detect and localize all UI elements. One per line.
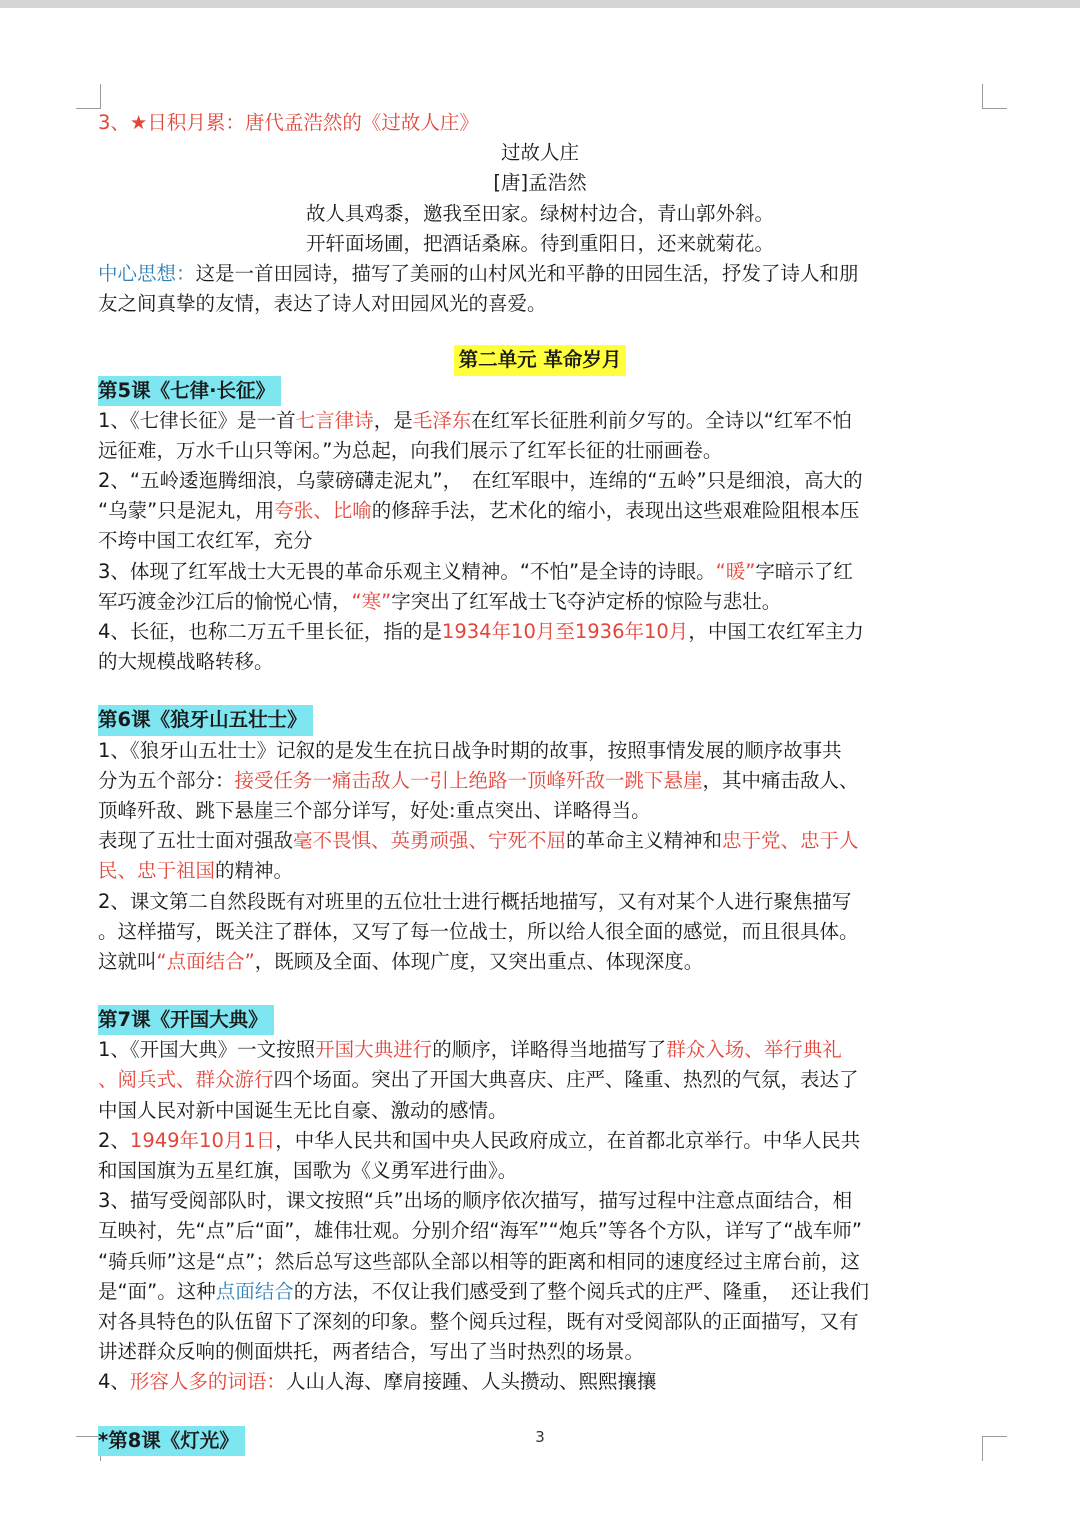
lesson-6-title: 第6课《狼牙山五壮士》 xyxy=(98,705,313,735)
text-span: 分为五个部分： xyxy=(98,768,235,792)
lesson-heading-line xyxy=(98,705,982,735)
lesson-heading-line xyxy=(98,376,982,406)
poem-author: [唐]孟浩然 xyxy=(493,171,587,195)
paragraph-line: 讲述群众反响的侧面烘托，两者结合，写出了当时热烈的场景。 xyxy=(98,1340,645,1364)
text-span: 字突出了红军战士飞夺泸定桥的惊险与悲壮。 xyxy=(391,589,782,613)
text-span: 1、《七律长征》是一首 xyxy=(98,408,296,432)
text-span: ，既顾及全面、体现广度，又突出重点、体现深度。 xyxy=(254,949,704,973)
highlight-span: 忠于党、忠于人 xyxy=(722,829,859,853)
unit-title-line xyxy=(98,345,982,375)
highlight-span: “暖” xyxy=(715,559,756,583)
text-span: 的方法，不仅让我们感受到了整个阅兵式的庄严、隆重， 还让我们 xyxy=(293,1279,869,1303)
text-span: 表现了五壮士面对强敌 xyxy=(98,829,294,853)
text-span: 4、长征，也称二万五千里长征，指的是 xyxy=(98,620,442,643)
text-span: ，是 xyxy=(373,408,413,432)
poem-section-heading: 3、★日积月累：唐代孟浩然的《过故人庄》 xyxy=(98,111,479,134)
paragraph-line: 3、描写受阅部队时，课文按照“兵”出场的顺序依次描写，描写过程中注意点面结合，相 xyxy=(98,1189,853,1213)
paragraph-line xyxy=(98,587,982,617)
paragraph-line xyxy=(98,406,982,436)
top-gray-bar xyxy=(0,0,1080,8)
paragraph-line: 中国人民对新中国诞生无比自豪、激动的感情。 xyxy=(98,1098,508,1122)
text-span: “乌蒙”只是泥丸，用 xyxy=(98,499,275,523)
highlight-span: 1949年10月1日 xyxy=(129,1128,276,1152)
lesson-5-title: 第5课《七律·长征》 xyxy=(98,376,281,406)
text-span: 在红军长征胜利前夕写的。全诗以“红军不怕 xyxy=(471,408,852,432)
central-idea-line: 友之间真挚的友情，表达了诗人对田园风光的喜爱。 xyxy=(98,292,547,316)
paragraph-line xyxy=(98,557,982,587)
text-span: 1、《开国大典》一文按照 xyxy=(98,1038,316,1062)
paragraph-line: 互映衬，先“点”后“面”，雄伟壮观。分别介绍“海军”“炮兵”等各个方队，详写了“战车师” xyxy=(98,1219,863,1243)
paragraph-line: 顶峰歼敌、跳下悬崖三个部分详写，好处:重点突出、详略得当。 xyxy=(98,798,651,822)
highlight-span: 1934年10月至1936年10月 xyxy=(441,620,689,643)
paragraph-line xyxy=(98,496,982,526)
paragraph-line: 对各具特色的队伍留下了深刻的印象。整个阅兵过程，既有对受阅部队的正面描写，又有 xyxy=(98,1309,859,1333)
paragraph-line: 的大规模战略转移。 xyxy=(98,650,274,674)
crop-mark-top-left xyxy=(76,84,101,109)
paragraph-line: “骑兵师”这是“点”；然后总写这些部队全部以相等的距离和相同的速度经过主席台前，这 xyxy=(98,1249,860,1273)
text-span: 四个场面。突出了开国大典喜庆、庄严、隆重、热烈的气氛，表达了 xyxy=(273,1068,859,1092)
highlight-span: “点面结合” xyxy=(156,949,255,973)
highlight-span: 民、忠于祖国 xyxy=(98,859,216,883)
highlight-span: 七言律诗 xyxy=(295,408,374,432)
central-idea-label: 中心思想： xyxy=(98,261,196,285)
central-idea-text: 这是一首田园诗，描写了美丽的山村风光和平静的田园生活，抒发了诗人和朋 xyxy=(195,261,859,285)
paragraph-line: 。这样描写，既关注了群体，又写了每一位战士，所以给人很全面的感觉，而且很具体。 xyxy=(98,919,859,943)
text-span: 的精神。 xyxy=(215,859,294,883)
text-span: ，中国工农红军主力 xyxy=(688,620,864,643)
text-span: 这就叫 xyxy=(98,949,157,973)
paragraph-line: 2、课文第二自然段既有对班里的五位壮士进行概括地描写，又有对某个人进行聚焦描写 xyxy=(98,889,852,913)
text-span: ，中华人民共和国中央人民政府成立，在首都北京举行。中华人民共 xyxy=(275,1128,861,1152)
highlight-span: 群众入场、举行典礼 xyxy=(666,1038,842,1062)
paragraph-line xyxy=(98,1065,982,1095)
paragraph-line xyxy=(98,856,982,886)
central-idea-line xyxy=(98,259,982,289)
paragraph-line xyxy=(98,1126,982,1156)
text-span: 字暗示了红 xyxy=(755,559,853,583)
highlight-span: 、阅兵式、群众游行 xyxy=(98,1068,274,1092)
paragraph-line xyxy=(98,947,982,977)
text-span: ，其中痛击敌人、 xyxy=(702,768,859,792)
lesson-heading-line xyxy=(98,1005,982,1035)
text-span: 的顺序，详略得当地描写了 xyxy=(432,1038,667,1062)
paragraph-line: 不垮中国工农红军，充分 xyxy=(98,529,313,553)
highlight-span: 夸张、比喻 xyxy=(274,499,372,523)
crop-mark-top-right xyxy=(982,84,1007,109)
text-span: 军巧渡金沙江后的愉悦心情， xyxy=(98,589,352,613)
lesson-7-title: 第7课《开国大典》 xyxy=(98,1005,274,1035)
highlight-span: “寒” xyxy=(351,589,392,613)
paragraph-line: 1、《狼牙山五壮士》记叙的是发生在抗日战争时期的故事，按照事情发展的顺序故事共 xyxy=(98,738,842,762)
paragraph-line: 远征难，万水千山只等闲。”为总起，向我们展示了红军长征的壮丽画卷。 xyxy=(98,438,723,462)
highlight-span: 毫不畏惧、英勇顽强、宁死不屈 xyxy=(293,829,567,853)
text-span: 3、体现了红军战士大无畏的革命乐观主义精神。“不怕”是全诗的诗眼。 xyxy=(98,559,716,583)
page-number: 3 xyxy=(535,1428,545,1446)
poem-line: 开轩面场圃，把酒话桑麻。待到重阳日，还来就菊花。 xyxy=(305,231,774,255)
poem-title: 过故人庄 xyxy=(500,141,579,165)
highlight-span: 毛泽东 xyxy=(412,408,472,432)
highlight-span: 点面结合 xyxy=(215,1279,294,1303)
paragraph-line xyxy=(98,617,982,647)
lesson-8-title: *第8课《灯光》 xyxy=(98,1426,245,1456)
paragraph-line: 和国国旗为五星红旗，国歌为《义勇军进行曲》。 xyxy=(98,1159,518,1182)
document-body xyxy=(98,108,982,1456)
highlight-span: 形容人多的词语： xyxy=(129,1370,286,1394)
paragraph-line xyxy=(98,1277,982,1307)
poem-line: 故人具鸡黍，邀我至田家。绿树村边合，青山郭外斜。 xyxy=(305,201,774,225)
text-span: 的革命主义精神和 xyxy=(566,829,723,853)
highlight-span: 接受任务一痛击敌人一引上绝路一顶峰歼敌一跳下悬崖 xyxy=(234,768,703,792)
paragraph-line xyxy=(98,826,982,856)
paragraph-line: 2、“五岭逶迤腾细浪，乌蒙磅礴走泥丸”， 在红军眼中，连绵的“五岭”只是细浪，高大的 xyxy=(98,469,863,493)
text-span: 2、 xyxy=(98,1128,130,1152)
text-span: 人山人海、摩肩接踵、人头攒动、熙熙攘攘 xyxy=(285,1370,657,1394)
unit-title: 第二单元 革命岁月 xyxy=(454,345,627,375)
paragraph-line xyxy=(98,1035,982,1065)
text-span: 是“面”。这种 xyxy=(98,1279,216,1303)
text-span: 4、 xyxy=(98,1370,130,1394)
text-span: 的修辞手法，艺术化的缩小，表现出这些艰难险阻根本压 xyxy=(371,499,860,523)
highlight-span: 开国大典进行 xyxy=(315,1038,433,1062)
paragraph-line xyxy=(98,766,982,796)
paragraph-line xyxy=(98,1367,982,1397)
